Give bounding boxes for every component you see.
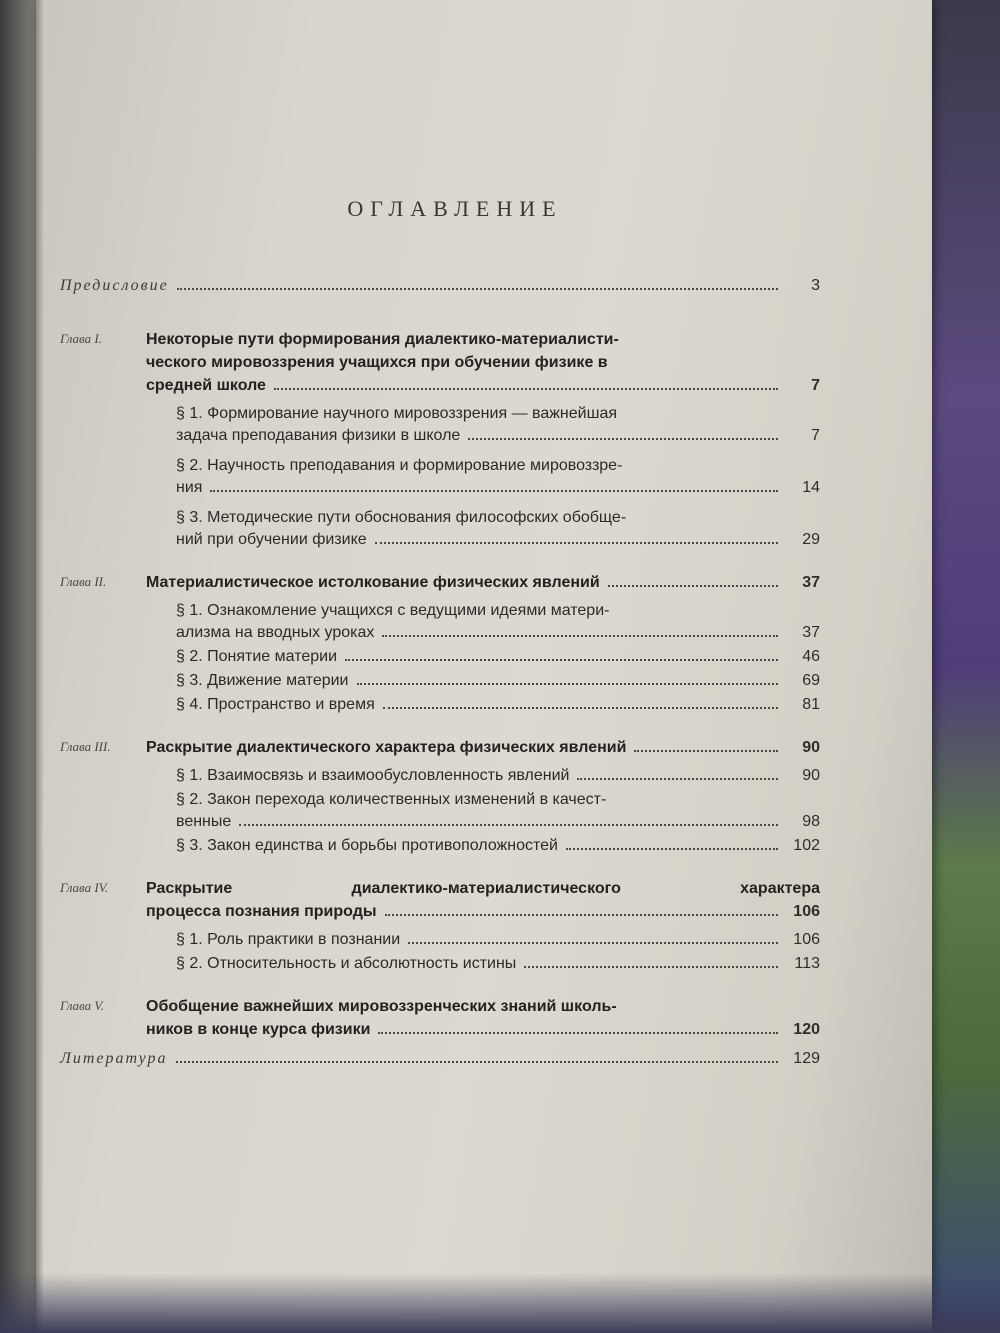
page-number: 69	[802, 672, 820, 689]
section-title-line: ния	[176, 479, 203, 496]
chapter-1	[60, 328, 820, 553]
section-entry	[176, 403, 820, 447]
dot-leader	[566, 848, 778, 850]
chapter-title-line: Раскрытие диалектического характера физических явлений	[146, 739, 627, 756]
chapter-title-line: Раскрытие диалектико-материалистического характера	[146, 880, 820, 897]
dot-leader	[468, 438, 778, 440]
section-title-line: § 3. Движение материи	[176, 672, 349, 689]
preface-label: Предисловие	[60, 277, 169, 294]
chapter-title-line: средней школе	[146, 377, 266, 394]
page-number: 106	[793, 931, 820, 948]
chapter-4	[60, 877, 820, 977]
section-entry	[176, 953, 820, 975]
chapter-2	[60, 571, 820, 718]
section-entry	[176, 670, 820, 692]
chapter-label: Глава II.	[60, 574, 107, 589]
section-title-line: § 1. Формирование научного мировоззрения — важнейшая	[176, 405, 617, 422]
section-title-line: задача преподавания физики в школе	[176, 427, 461, 444]
dot-leader	[239, 824, 778, 826]
section-title-line: § 1. Взаимосвязь и взаимообусловленность явлений	[176, 767, 570, 784]
section-entry	[176, 646, 820, 668]
chapter-title-line: ников в конце курса физики	[146, 1021, 371, 1038]
page-number: 3	[811, 277, 820, 294]
section-title-line: § 1. Ознакомление учащихся с ведущими идеями матери-	[176, 602, 610, 619]
page-binding-shadow	[36, 0, 44, 1333]
chapter-title-line: процесса познания природы	[146, 903, 377, 920]
chapter-label: Глава IV.	[60, 880, 109, 895]
section-title-line: § 3. Методические пути обоснования философских обобще-	[176, 509, 627, 526]
chapter-title-line: ческого мировоззрения учащихся при обучении физике в	[146, 354, 608, 371]
page-number: 129	[793, 1050, 820, 1067]
section-title-line: § 4. Пространство и время	[176, 696, 375, 713]
section-entry	[176, 835, 820, 857]
section-title-line: ний при обучении физике	[176, 531, 367, 548]
dot-leader	[383, 707, 778, 709]
dot-leader	[210, 490, 778, 492]
section-title-line: ализма на вводных уроках	[176, 624, 375, 641]
dot-leader	[577, 778, 778, 780]
chapter-label: Глава I.	[60, 331, 102, 346]
dot-leader	[177, 288, 778, 290]
background-bottom	[0, 1273, 1000, 1333]
dot-leader	[176, 1061, 778, 1063]
dot-leader	[274, 388, 778, 390]
toc-entry-preface	[60, 274, 820, 298]
chapter-label: Глава V.	[60, 998, 104, 1013]
section-entry	[176, 929, 820, 951]
toc-entry-literature	[60, 1047, 820, 1071]
page-number: 81	[802, 696, 820, 713]
literature-label: Литература	[60, 1050, 168, 1067]
table-of-contents	[60, 196, 820, 1071]
section-entry	[176, 507, 820, 551]
section-entry	[176, 789, 820, 833]
page-number: 90	[802, 739, 820, 756]
dot-leader	[357, 683, 779, 685]
section-entry	[176, 694, 820, 716]
page-number: 14	[802, 479, 820, 496]
dot-leader	[608, 585, 778, 587]
section-entry	[176, 455, 820, 499]
section-title-line: § 2. Научность преподавания и формирование мировоззре-	[176, 457, 623, 474]
dot-leader	[378, 1032, 778, 1034]
section-title-line: § 2. Относительность и абсолютность истины	[176, 955, 517, 972]
chapter-title-line: Некоторые пути формирования диалектико-материалисти-	[146, 331, 619, 348]
dot-leader	[408, 942, 778, 944]
dot-leader	[375, 542, 778, 544]
page-number: 102	[793, 837, 820, 854]
section-title-line: § 1. Роль практики в познании	[176, 931, 401, 948]
page-number: 37	[802, 574, 820, 591]
toc-title: ОГЛАВЛЕНИЕ	[347, 196, 563, 221]
section-entry	[176, 765, 820, 787]
page-number: 120	[793, 1021, 820, 1038]
chapter-title-line: Материалистическое истолкование физических явлений	[146, 574, 600, 591]
page-number: 46	[802, 648, 820, 665]
page-number: 29	[802, 531, 820, 548]
dot-leader	[385, 914, 778, 916]
page-number: 90	[802, 767, 820, 784]
chapter-3	[60, 736, 820, 859]
page-number: 106	[793, 903, 820, 920]
section-entry	[176, 600, 820, 644]
page-number: 113	[794, 955, 820, 972]
page-number: 7	[811, 427, 820, 444]
page-number: 7	[811, 377, 820, 394]
dot-leader	[382, 635, 778, 637]
dot-leader	[634, 750, 778, 752]
section-title-line: § 2. Понятие материи	[176, 648, 338, 665]
page-number: 98	[802, 813, 820, 830]
page-number: 37	[802, 624, 820, 641]
chapter-label: Глава III.	[60, 739, 111, 754]
chapter-title-line: Обобщение важнейших мировоззренческих знаний школь-	[146, 998, 617, 1015]
section-title-line: § 2. Закон перехода количественных изменений в качест-	[176, 791, 607, 808]
dot-leader	[345, 659, 778, 661]
section-title-line: § 3. Закон единства и борьбы противоположностей	[176, 837, 558, 854]
dot-leader	[524, 966, 778, 968]
section-title-line: венные	[176, 813, 232, 830]
chapter-5	[60, 995, 820, 1041]
